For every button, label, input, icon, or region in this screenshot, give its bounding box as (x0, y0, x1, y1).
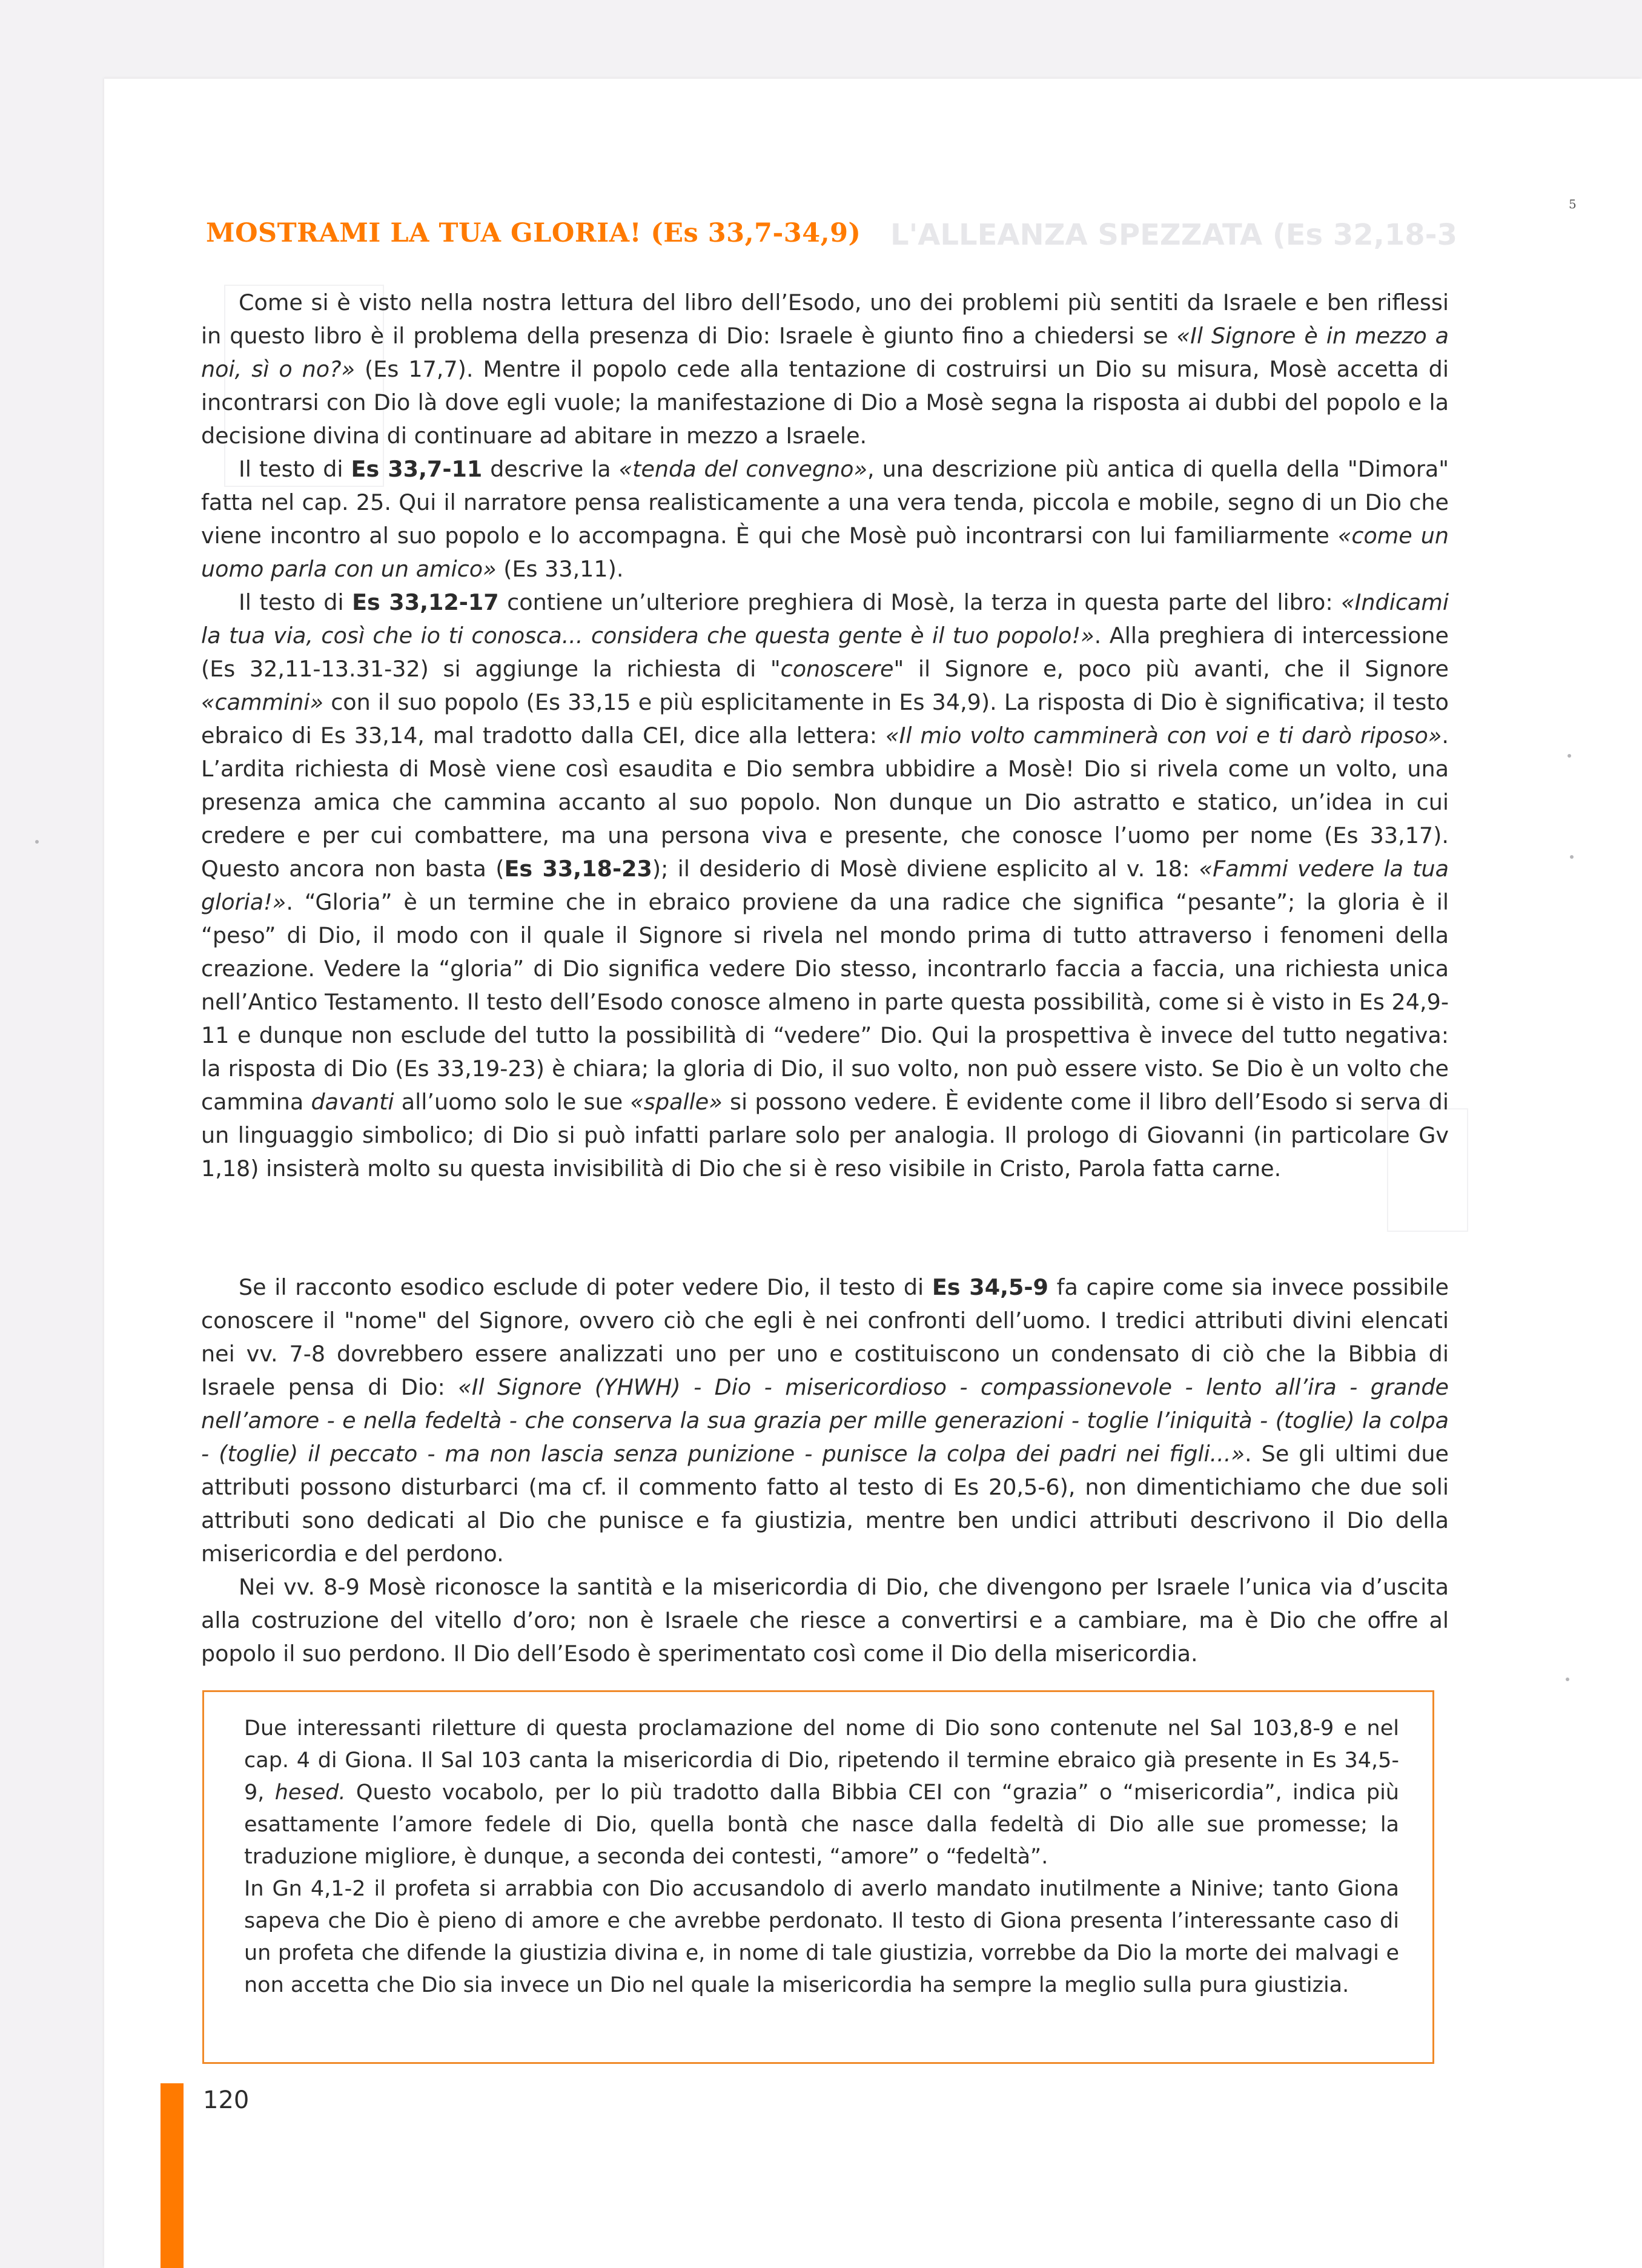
speck (1570, 855, 1574, 859)
speck (1568, 754, 1571, 758)
sidebar-paragraph: Due interessanti riletture di questa proclamazione del nome di Dio sono contenute nel Sal 103,8-9 e nel cap. 4 di Giona. Il Sal 103 canta la misericordia di Dio, ripetendo il termine ebraico già presente in Es 34,5-9, hesed. Questo vocabolo, per lo più tradotto dalla Bibbia CEI con “grazia” o “misericordia”, indica più esattamente l’amore fedele di Dio, quella bontà che nasce dalla fedeltà di Dio alle sue promesse; la traduzione migliore, è dunque, a seconda dei contesti, “amore” o “fedeltà”. (244, 1716, 1399, 1869)
paragraph: Nei vv. 8-9 Mosè riconosce la santità e la misericordia di Dio, che divengono per Israele l’unica via d’uscita alla costruzione del vitello d’oro; non è Israele che riesce a convertirsi e a cambiare, ma è Dio che offre al popolo il suo perdono. Il Dio dell’Esodo è sperimentato così come il Dio della misericordia. (201, 1574, 1449, 1667)
paragraph: Se il racconto esodico esclude di poter vedere Dio, il testo di Es 34,5-9 fa capire come sia invece possibile conoscere il "nome" del Signore, ovvero ciò che egli è nei confronti dell’uomo. I tredici attributi divini elencati nei vv. 7-8 dovrebbero essere analizzati uno per uno e costituiscono un condensato di ciò che la Bibbia di Israele pensa di Dio: «Il Signore (YHWH) - Dio - misericordioso - compassionevole - lento all’ira - grande nell’amore - e nella fedeltà - che conserva la sua grazia per mille generazioni - toglie l’iniquità - (toglie) la colpa - (toglie) il peccato - ma non lascia senza punizione - punisce la colpa dei padri nei figli...». Se gli ultimi due attributi possono disturbarci (ma cf. il commento fatto al testo di Es 20,5-6), non dimentichiamo che due soli attributi sono dedicati al Dio che punisce e fa giustizia, mentre ben undici attributi descrivono il Dio della misericordia e del perdono. (201, 1274, 1449, 1567)
sidebar-box (202, 1690, 1434, 2064)
section-heading: MOSTRAMI LA TUA GLORIA! (Es 33,7-34,9) (206, 218, 861, 248)
paragraph: Il testo di Es 33,12-17 contiene un’ulteriore preghiera di Mosè, la terza in questa parte del libro: «Indicami la tua via, così che io ti conosca... considera che questa gente è il tuo popolo!». Alla preghiera di intercessione (Es 32,11-13.31-32) si aggiunge la richiesta di "conoscere" il Signore e, poco più avanti, che il Signore «cammini» con il suo popolo (Es 33,15 e più esplicitamente in Es 34,9). La risposta di Dio è significativa; il testo ebraico di Es 33,14, mal tradotto dalla CEI, dice alla lettera: «Il mio volto camminerà con voi e ti darò riposo». L’ardita richiesta di Mosè viene così esaudita e Dio sembra ubbidire a Mosè! Dio si rivela come un volto, una presenza amica che cammina accanto al suo popolo. Non dunque un Dio astratto e statico, un’idea in cui credere e per cui combattere, ma una persona viva e presente, che conosce l’uomo per nome (Es 33,17). Questo ancora non basta (Es 33,18-23); il desiderio di Mosè diviene esplicito al v. 18: «Fammi vedere la tua gloria!». “Gloria” è un termine che in ebraico proviene da una radice che significa “pesante”; la gloria è il “peso” di Dio, il modo con il quale il Signore si rivela nel mondo prima di tutto attraverso i fenomeni della creazione. Vedere la “gloria” di Dio significa vedere Dio stesso, incontrarlo faccia a faccia, una richiesta unica nell’Antico Testamento. Il testo dell’Esodo conosce almeno in parte questa possibilità, come si è visto in Es 24,9-11 e dunque non esclude del tutto la possibilità di “vedere” Dio. Qui la prospettiva è invece del tutto negativa: la risposta di Dio (Es 33,19-23) è chiara; la gloria di Dio, il suo volto, non può essere visto. Se Dio è un volto che cammina davanti all’uomo solo le sue «spalle» si possono vedere. È evidente come il libro dell’Esodo si serva di un linguaggio simbolico; di Dio si può infatti parlare solo per analogia. Il prologo di Giovanni (in particolare Gv 1,18) insisterà molto su questa invisibilità di Dio che si è reso visibile in Cristo, Parola fatta carne. (201, 589, 1449, 1182)
page-number-accent-bar (161, 2083, 184, 2268)
speck (35, 840, 39, 844)
main-text-block-2 (201, 1271, 1449, 1670)
speck (1566, 1678, 1569, 1681)
main-text-block-1 (201, 286, 1449, 1185)
show-through-heading: L'ALLEANZA SPEZZATA (Es 32,18-3 (890, 218, 1457, 252)
paragraph: Il testo di Es 33,7-11 descrive la «tenda del convegno», una descrizione più antica di quella della "Dimora" fatta nel cap. 25. Qui il narratore pensa realisticamente a una vera tenda, piccola e mobile, segno di un Dio che viene incontro al suo popolo e lo accompagna. È qui che Mosè può incontrarsi con lui familiarmente «come un uomo parla con un amico» (Es 33,11). (201, 456, 1449, 582)
sidebar-paragraph: In Gn 4,1-2 il profeta si arrabbia con Dio accusandolo di averlo mandato inutilmente a Ninive; tanto Giona sapeva che Dio è pieno di amore e che avrebbe perdonato. Il testo di Giona presenta l’interessante caso di un profeta che difende la giustizia divina e, in nome di tale giustizia, vorrebbe da Dio la morte dei malvagi e non accetta che Dio sia invece un Dio nel quale la misericordia ha sempre la meglio sulla pura giustizia. (244, 1877, 1399, 1997)
facing-page-marker: 5 (1569, 197, 1577, 211)
paragraph: Come si è visto nella nostra lettura del libro dell’Esodo, uno dei problemi più sentiti da Israele e ben riflessi in questo libro è il problema della presenza di Dio: Israele è giunto fino a chiedersi se «Il Signore è in mezzo a noi, sì o no?» (Es 17,7). Mentre il popolo cede alla tentazione di costruirsi un Dio su misura, Mosè accetta di incontrarsi con Dio là dove egli vuole; la manifestazione di Dio a Mosè segna la risposta ai dubbi del popolo e la decisione divina di continuare ad abitare in mezzo a Israele. (201, 289, 1449, 449)
page-number: 120 (203, 2086, 250, 2114)
